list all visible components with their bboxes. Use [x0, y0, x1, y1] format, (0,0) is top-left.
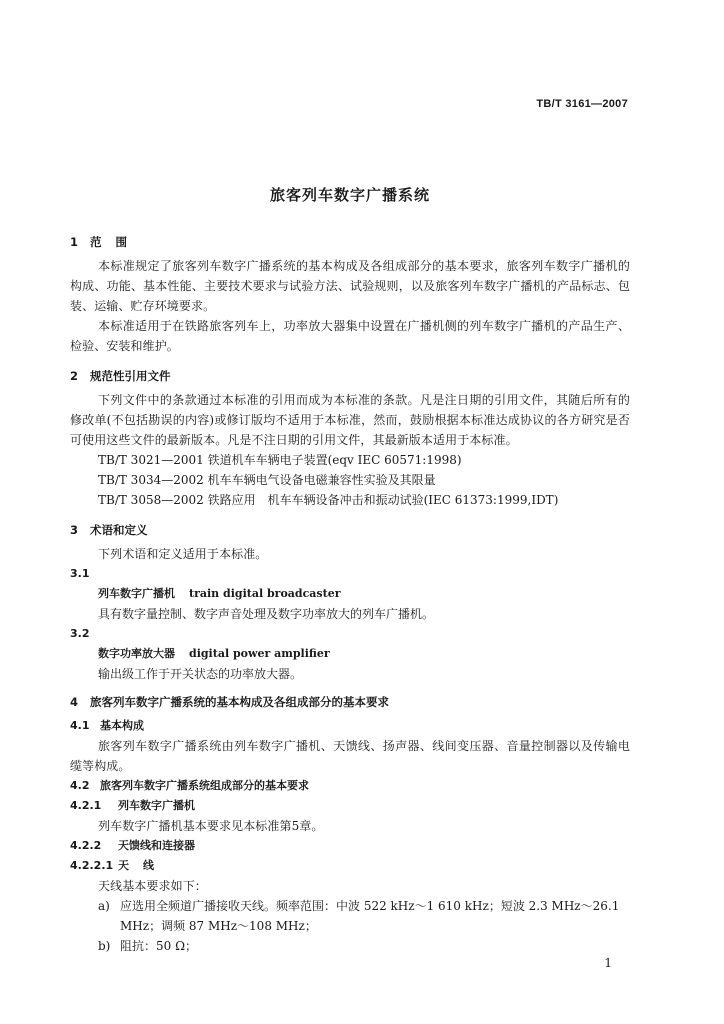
subsection-title: 旅客列车数字广播系统组成部分的基本要求	[100, 779, 309, 792]
section-number: 4	[70, 695, 79, 709]
reference-item: TB/T 3058—2002 铁路应用 机车车辆设备冲击和振动试验(IEC 61373:1999,IDT)	[98, 493, 559, 507]
term-entry	[70, 644, 630, 664]
paragraph: 下列术语和定义适用于本标准。	[98, 547, 268, 561]
term-number: 3.1	[70, 567, 90, 580]
section-number: 3	[70, 523, 79, 537]
paragraph: 旅客列车数字广播系统由列车数字广播机、天馈线、扬声器、线间变压器、音量控制器以及传输电缆等构成。	[70, 739, 630, 773]
term-chinese: 数字功率放大器	[98, 647, 175, 660]
section-number: 1	[70, 235, 79, 249]
subsection-title: 列车数字广播机	[118, 799, 195, 812]
subsection-number: 4.1	[70, 719, 90, 732]
term-entry	[70, 584, 630, 604]
term-number: 3.2	[70, 627, 90, 640]
subsection-heading-4-2	[70, 776, 630, 796]
subsection-title: 天馈线和连接器	[118, 839, 195, 852]
section-title: 旅客列车数字广播系统的基本构成及各组成部分的基本要求	[90, 695, 389, 709]
section-title: 规范性引用文件	[90, 369, 171, 383]
section-number: 2	[70, 369, 79, 383]
term-definition: 具有数字量控制、数字声音处理及数字功率放大的列车广播机。	[98, 607, 435, 621]
list-item	[70, 896, 630, 936]
subsection-heading-4-2-2	[70, 836, 630, 856]
subsection-heading-4-2-2-1	[70, 856, 630, 876]
subsection-number: 4.2	[70, 779, 90, 792]
document-body	[70, 232, 630, 956]
list-marker: a)	[98, 899, 110, 913]
term-english: digital power amplifier	[189, 647, 330, 660]
list-text: 阻抗：50 Ω；	[120, 939, 198, 953]
term-definition: 输出级工作于开关状态的功率放大器。	[98, 667, 303, 681]
subsection-number: 4.2.1	[70, 799, 102, 812]
document-title: 旅客列车数字广播系统	[269, 186, 430, 204]
paragraph: 本标准规定了旅客列车数字广播系统的基本构成及各组成部分的基本要求，旅客列车数字广播机的构成、功能、基本性能、主要技术要求与试验方法、试验规则，以及旅客列车数字广播机的产品标志、包装、运输、贮存环境要求。	[70, 259, 630, 313]
section-heading-3	[70, 520, 630, 540]
standard-code: TB/T 3161—2007	[536, 98, 628, 110]
paragraph: 本标准适用于在铁路旅客列车上，功率放大器集中设置在广播机侧的列车数字广播机的产品生产、检验、安装和维护。	[70, 319, 630, 353]
section-title: 术语和定义	[90, 523, 148, 537]
term-english: train digital broadcaster	[189, 587, 341, 600]
paragraph: 下列文件中的条款通过本标准的引用而成为本标准的条款。凡是注日期的引用文件，其随后所有的修改单(不包括勘误的内容)或修订版均不适用于本标准，然而，鼓励根据本标准达成协议的各方研究是否可使用这些文件的最新版本。凡是不注日期的引用文件，其最新版本适用于本标准。	[70, 393, 630, 447]
paragraph: 天线基本要求如下：	[98, 879, 207, 893]
subsection-title: 基本构成	[100, 719, 144, 732]
section-heading-1	[70, 232, 630, 252]
subsection-number: 4.2.2	[70, 839, 102, 852]
list-text: 应选用全频道广播接收天线。频率范围：中波 522 kHz～1 610 kHz；短波 2.3 MHz～26.1 MHz；调频 87 MHz～108 MHz；	[120, 899, 620, 933]
section-heading-2	[70, 366, 630, 386]
reference-item: TB/T 3034—2002 机车车辆电气设备电磁兼容性实验及其限量	[98, 473, 436, 487]
subsection-heading-4-1	[70, 716, 630, 736]
page-number: 1	[604, 956, 612, 970]
subsection-number: 4.2.2.1	[70, 859, 114, 872]
term-chinese: 列车数字广播机	[98, 587, 175, 600]
list-item	[70, 936, 630, 956]
reference-item: TB/T 3021—2001 铁道机车车辆电子装置(eqv IEC 60571:1998)	[98, 453, 462, 467]
subsection-heading-4-2-1	[70, 796, 630, 816]
subsection-title: 天线	[118, 859, 168, 872]
paragraph: 列车数字广播机基本要求见本标准第5章。	[98, 819, 324, 833]
section-heading-4	[70, 692, 630, 712]
list-marker: b)	[98, 939, 111, 953]
section-title: 范围	[90, 235, 141, 249]
